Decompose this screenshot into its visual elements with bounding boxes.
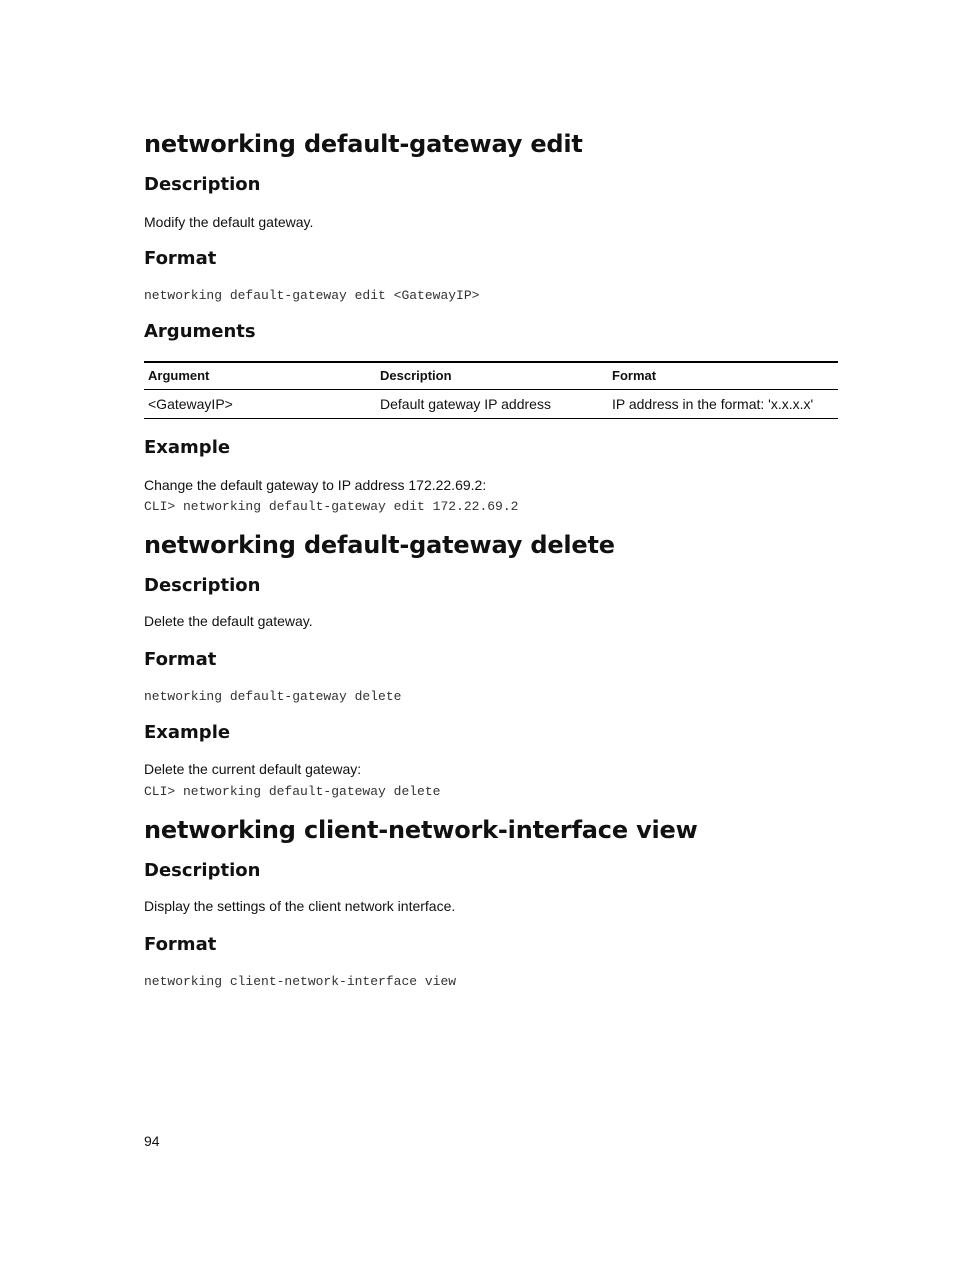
arguments-heading: Arguments [144,321,256,342]
table-row [144,390,838,419]
format-heading: Format [144,248,217,269]
description-text: Modify the default gateway. [144,214,314,230]
example-heading: Example [144,722,231,743]
table-header-cell: Format [608,362,838,390]
table-header-cell: Description [376,362,608,390]
table-header-cell: Argument [144,362,376,390]
section-title-client-interface-view: networking client-network-interface view [144,816,698,844]
table-header-row [144,362,838,390]
table-cell: <GatewayIP> [144,390,376,419]
example-code: CLI> networking default-gateway edit 172.22.69.2 [144,499,519,514]
section-title-gateway-delete: networking default-gateway delete [144,531,615,559]
section-title-gateway-edit: networking default-gateway edit [144,130,583,158]
description-text: Delete the default gateway. [144,613,313,629]
table-cell: Default gateway IP address [376,390,608,419]
example-text: Change the default gateway to IP address 172.22.69.2: [144,477,487,493]
page-number: 94 [144,1133,160,1149]
example-code: CLI> networking default-gateway delete [144,784,441,799]
example-text: Delete the current default gateway: [144,761,362,777]
arguments-table [144,361,838,419]
table-cell: IP address in the format: 'x.x.x.x' [608,390,838,419]
format-heading: Format [144,649,217,670]
example-heading: Example [144,437,231,458]
description-heading: Description [144,575,261,596]
format-code: networking default-gateway edit <GatewayIP> [144,288,480,303]
description-text: Display the settings of the client network interface. [144,898,456,914]
format-code: networking default-gateway delete [144,689,402,704]
format-code: networking client-network-interface view [144,974,457,989]
description-heading: Description [144,860,261,881]
document-page [144,126,838,992]
description-heading: Description [144,174,261,195]
format-heading: Format [144,934,217,955]
